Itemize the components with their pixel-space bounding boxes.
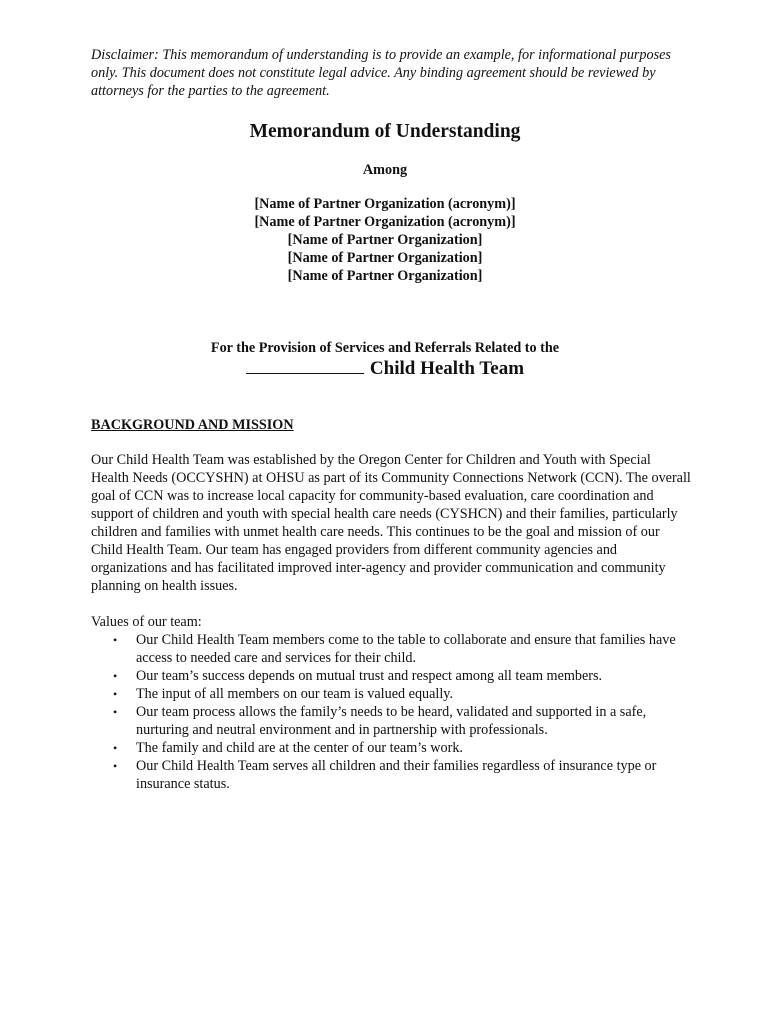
list-item (91, 667, 691, 685)
values-list (91, 631, 691, 793)
list-item (91, 703, 691, 739)
values-label: Values of our team: (91, 614, 202, 630)
list-item (91, 757, 691, 793)
bullet-icon: • (113, 687, 118, 701)
background-paragraph: Our Child Health Team was established by the Oregon Center for Children and Youth with Special Health Needs (OCCYSHN) at OHSU as part of its Community Connections Network (CCN). The overall goal of CCN was to increase local capacity for community-based evaluation, care coordination and support of children and youth with special health care needs (CYSHCN) and their families, particularly children and families with unmet health care needs. This continues to be the goal and mission of our Child Health Team. Our team has engaged providers from different community agencies and organizations and has facilitated improved inter-agency and provider communication and community planning on health issues. (91, 452, 691, 594)
section-heading: BACKGROUND AND MISSION (91, 417, 294, 433)
team-title (0, 357, 770, 381)
list-item (91, 739, 691, 757)
bullet-icon: • (113, 759, 118, 773)
party-name: [Name of Partner Organization (acronym)] (254, 196, 516, 212)
list-item-text: Our Child Health Team serves all children and their families regardless of insurance type or insurance status. (136, 758, 657, 792)
team-title-text: Child Health Team (369, 358, 525, 379)
list-item-text: The input of all members on our team is valued equally. (136, 686, 454, 702)
bullet-icon: • (113, 705, 118, 719)
party-name: [Name of Partner Organization] (287, 250, 483, 266)
among-label: Among (362, 162, 408, 178)
team-name-blank (246, 357, 364, 374)
list-item-text: The family and child are at the center of our team’s work. (136, 740, 463, 756)
list-item-text: Our team process allows the family’s needs to be heard, validated and supported in a safe, nurturing and neutral environment and in partnership with professionals. (136, 704, 647, 738)
list-item-text: Our Child Health Team members come to the table to collaborate and ensure that families have access to needed care and services for their child. (136, 632, 676, 666)
list-item (91, 685, 691, 703)
disclaimer: Disclaimer: This memorandum of understanding is to provide an example, for informational purposes only. This document does not constitute legal advice. Any binding agreement should be reviewed by attorneys for the parties to the agreement. (91, 47, 671, 99)
party-name: [Name of Partner Organization] (287, 232, 483, 248)
bullet-icon: • (113, 741, 118, 755)
party-name: [Name of Partner Organization] (287, 268, 483, 284)
party-name: [Name of Partner Organization (acronym)] (254, 214, 516, 230)
list-item (91, 631, 691, 667)
page-title: Memorandum of Understanding (249, 121, 521, 142)
bullet-icon: • (113, 669, 118, 683)
bullet-icon: • (113, 633, 118, 647)
list-item-text: Our team’s success depends on mutual trust and respect among all team members. (136, 668, 603, 684)
provision-subtitle: For the Provision of Services and Referrals Related to the (210, 340, 560, 356)
party-list (0, 195, 770, 285)
